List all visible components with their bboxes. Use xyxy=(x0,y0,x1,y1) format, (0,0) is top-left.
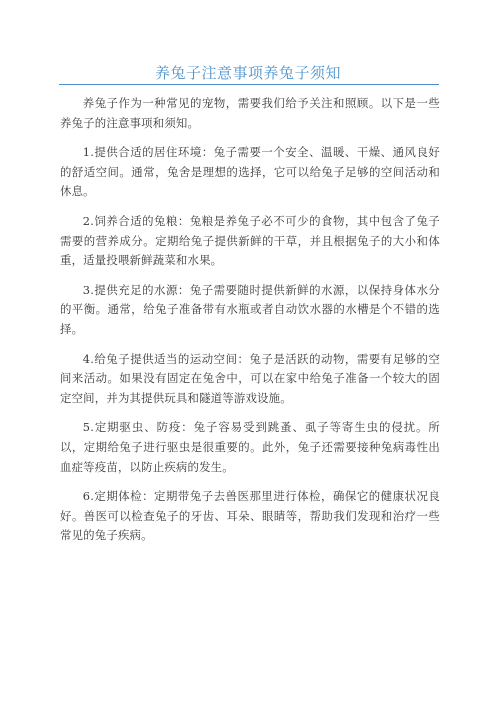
paragraph-water-source: 3.提供充足的水源：兔子需要随时提供新鲜的水源，以保持身体水分的平衡。通常，给兔子准备带有水瓶或者自动饮水器的水槽是个不错的选择。 xyxy=(60,282,440,336)
paragraph-exercise-space: 4.给兔子提供适当的运动空间：兔子是活跃的动物，需要有足够的空间来活动。如果没有固定在兔舍中，可以在家中给兔子准备一个较大的固定空间，并为其提供玩具和隧道等游戏设施。 xyxy=(60,351,440,405)
paragraph-rabbit-food: 2.饲养合适的兔粮：兔粮是养兔子必不可少的食物，其中包含了兔子需要的营养成分。定期给兔子提供新鲜的干草，并且根据兔子的大小和体重，适量投喂新鲜蔬菜和水果。 xyxy=(60,213,440,268)
paragraph-living-environment: 1.提供合适的居住环境：兔子需要一个安全、温暖、干燥、通风良好的舒适空间。通常，兔舍是理想的选择，它可以给兔子足够的空间活动和休息。 xyxy=(60,145,440,199)
document-title: 养兔子注意事项养兔子须知 xyxy=(154,64,341,82)
paragraph-deworming-vaccination: 5.定期驱虫、防疫：兔子容易受到跳蚤、虱子等寄生虫的侵扰。所以，定期给兔子进行驱虫是很重要的。此外，兔子还需要接种兔病毒性出血症等疫苗，以防止疾病的发生。 xyxy=(60,420,440,474)
paragraph-checkup: 6.定期体检：定期带兔子去兽医那里进行体检，确保它的健康状况良好。兽医可以检查兔子的牙齿、耳朵、眼睛等，帮助我们发现和治疗一些常见的兔子疾病。 xyxy=(60,489,440,543)
document-body xyxy=(60,94,440,556)
intro-paragraph: 养兔子作为一种常见的宠物，需要我们给予关注和照顾。以下是一些养兔子的注意事项和须知。 xyxy=(60,96,440,130)
title-underline xyxy=(59,84,439,85)
